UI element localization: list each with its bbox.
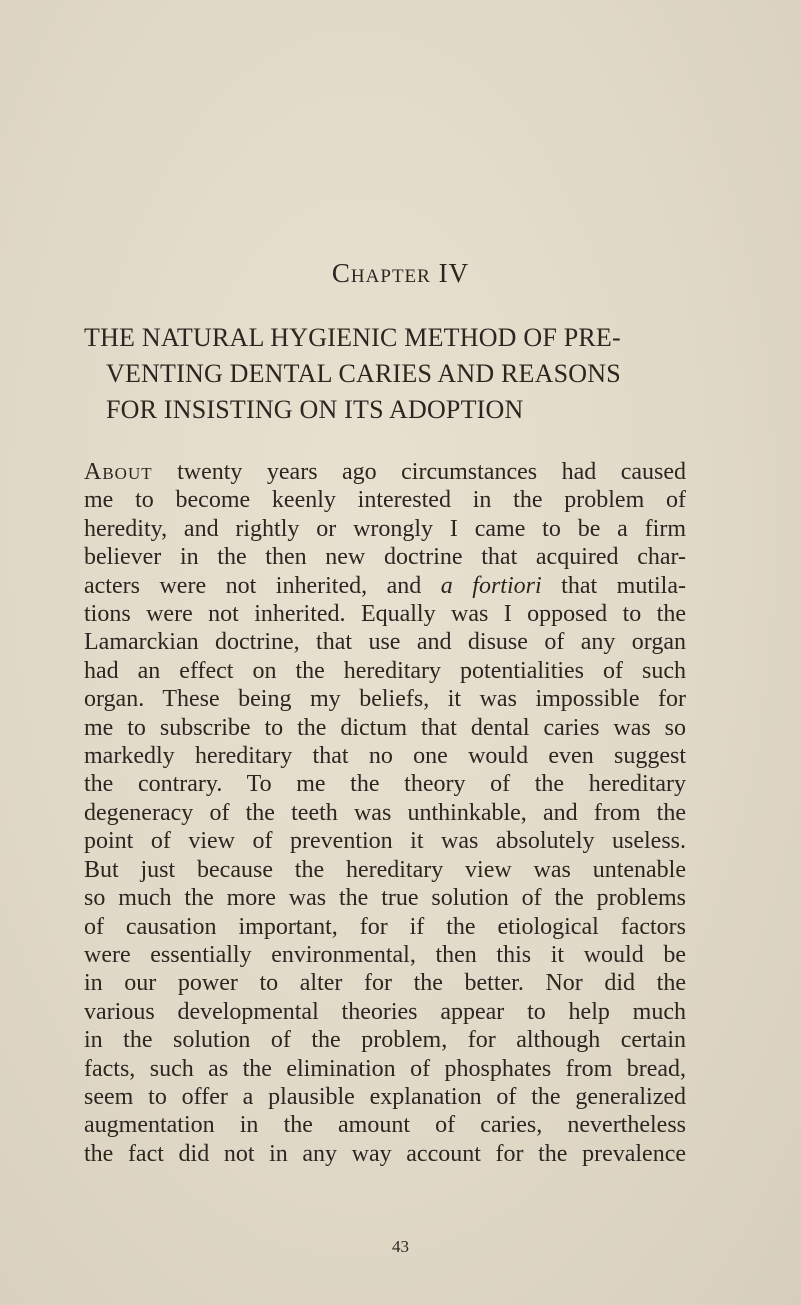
- body-line-21: in the solution of the problem, for although certain: [84, 1027, 686, 1054]
- body-line-1: [84, 458, 686, 486]
- body-line-4: believer in the then new doctrine that acquired char-: [84, 544, 686, 571]
- body-line-19: in our power to alter for the better. Nor did the: [84, 970, 686, 997]
- body-line-13: degeneracy of the teeth was unthinkable, and from the: [84, 799, 686, 826]
- body-line-2: me to become keenly interested in the problem of: [84, 487, 686, 514]
- body-line-12: the contrary. To me the theory of the hereditary: [84, 771, 686, 798]
- body-line-10: me to subscribe to the dictum that dental caries was so: [84, 714, 686, 741]
- body-line-24: augmentation in the amount of caries, nevertheless: [84, 1112, 686, 1139]
- body-line-9: organ. These being my beliefs, it was impossible for: [84, 686, 686, 713]
- body-line-22: facts, such as the elimination of phosphates from bread,: [84, 1055, 686, 1082]
- body-line-5: [84, 572, 686, 600]
- body-paragraph: [84, 458, 686, 1168]
- body-line-11: markedly hereditary that no one would even suggest: [84, 743, 686, 770]
- body-line-23: seem to offer a plausible explanation of the generalized: [84, 1083, 686, 1110]
- body-line-15: But just because the hereditary view was untenable: [84, 856, 686, 883]
- body-line-16: so much the more was the true solution of the problems: [84, 885, 686, 912]
- chapter-title-line-3: FOR INSISTING ON ITS ADOPTION: [106, 395, 524, 424]
- chapter-title: [84, 320, 704, 428]
- body-line-7: Lamarckian doctrine, that use and disuse of any organ: [84, 629, 686, 656]
- italic-phrase: a fortiori: [440, 572, 542, 599]
- body-line-1-rest: twenty years ago circumstances had caused: [152, 459, 686, 485]
- chapter-title-line-2: VENTING DENTAL CARIES AND REASONS: [106, 359, 621, 388]
- body-line-14: point of view of prevention it was absolutely useless.: [84, 828, 686, 855]
- body-line-3: heredity, and rightly or wrongly I came to be a firm: [84, 515, 686, 542]
- chapter-title-line-1: THE NATURAL HYGIENIC METHOD OF PRE-: [84, 323, 621, 352]
- drop-word: About: [84, 459, 153, 485]
- body-line-5-before: acters were not inherited, and: [84, 572, 441, 599]
- body-line-18: were essentially environmental, then this it would be: [84, 941, 686, 968]
- body-line-5-after: that mutila-: [541, 572, 686, 599]
- body-line-20: various developmental theories appear to help much: [84, 998, 686, 1025]
- body-line-25: the fact did not in any way account for the prevalence: [84, 1140, 686, 1167]
- chapter-heading: Chapter IV: [331, 258, 470, 288]
- body-line-17: of causation important, for if the etiological factors: [84, 913, 686, 940]
- body-line-8: had an effect on the hereditary potentialities of such: [84, 657, 686, 684]
- page-number: 43: [392, 1237, 409, 1256]
- body-line-6: tions were not inherited. Equally was I opposed to the: [84, 601, 686, 628]
